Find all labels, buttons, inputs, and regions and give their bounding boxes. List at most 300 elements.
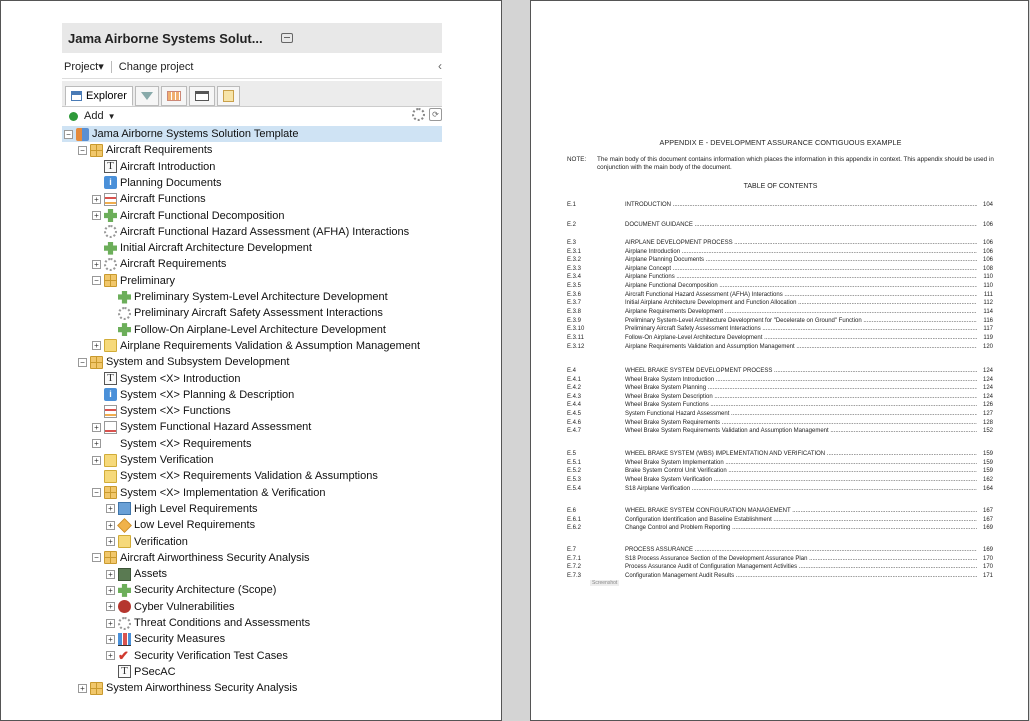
toc-number: E.3.8 — [567, 309, 582, 315]
tab-reviews[interactable] — [217, 86, 240, 106]
toc-title: WHEEL BRAKE SYSTEM (WBS) IMPLEMENTATION AND VERIFICATION ..... — [625, 450, 977, 458]
puzzle-icon — [104, 242, 117, 255]
tree-item-label: Preliminary System-Level Architecture Development — [134, 291, 388, 303]
asset-icon — [118, 568, 131, 581]
toc-page: 159 — [982, 451, 993, 457]
collapse-icon[interactable]: − — [92, 553, 101, 562]
toc-number: E.3.9 — [567, 318, 582, 324]
tree-item-label: System <X> Functions — [120, 405, 231, 418]
toc-number: E.5.3 — [567, 477, 582, 483]
check-icon: ✔ — [118, 648, 129, 664]
expand-icon[interactable]: + — [92, 439, 101, 448]
tree-item[interactable] — [62, 419, 311, 435]
toc-page: 120 — [982, 344, 993, 350]
toc-entry — [567, 427, 993, 435]
toc-title: Wheel Brake System Description ..... — [625, 393, 977, 401]
toc-page: 112 — [983, 300, 993, 306]
toc-number: E.5.2 — [567, 468, 582, 474]
tree-item-label: Aircraft Functional Decomposition — [120, 209, 285, 222]
explorer-tab-bar — [62, 81, 442, 107]
expand-icon[interactable]: + — [106, 635, 115, 644]
tree-item-label: Aircraft Functional Hazard Assessment (AFHA) Interactions — [120, 225, 410, 238]
tree-item-label: Assets — [134, 568, 168, 581]
tree-item[interactable] — [62, 305, 383, 321]
toc-number: E.7.1 — [567, 556, 582, 562]
toc-page: 124 — [982, 377, 993, 383]
tree-item-label: Preliminary Aircraft Safety Assessment Interactions — [134, 307, 383, 320]
tree-item[interactable] — [62, 354, 289, 370]
tree-item-label: Aircraft Airworthiness Security Analysis — [120, 551, 310, 564]
toc-entry — [567, 476, 993, 484]
toc-entry — [567, 401, 993, 409]
toc-page: 170 — [982, 556, 993, 562]
toc-number: E.7.3 — [567, 573, 582, 579]
expand-icon[interactable]: + — [92, 211, 101, 220]
toc-number: E.3.4 — [567, 274, 582, 280]
tab-baselines[interactable] — [189, 86, 215, 106]
toc-title: Airplane Requirements Development ..... — [625, 308, 977, 316]
toc-title: Wheel Brake System Requirements Validation and Assumption Management ..... — [625, 427, 977, 435]
folder-icon — [90, 682, 103, 695]
expand-icon[interactable]: + — [78, 684, 87, 693]
gear-icon — [118, 617, 131, 630]
toc-entry — [567, 546, 993, 554]
toc-title: INTRODUCTION ..... — [625, 201, 977, 209]
toc-page: 106 — [982, 257, 993, 263]
blue-folder-icon — [118, 502, 131, 515]
tree-item[interactable] — [62, 403, 231, 419]
tree-item-label: Security Architecture (Scope) — [134, 584, 277, 597]
toc-entry — [567, 410, 993, 418]
folder-icon — [90, 144, 103, 157]
tree-item[interactable] — [62, 371, 240, 387]
toc-page: 170 — [982, 564, 993, 570]
tab-explorer[interactable] — [65, 86, 133, 106]
toc-page: 106 — [982, 222, 993, 228]
tree-item-label: Low Level Requirements — [134, 519, 256, 532]
tree-item-label: Follow-On Airplane-Level Architecture Development — [134, 323, 386, 336]
collapse-panel-icon[interactable]: ‹ — [438, 59, 442, 73]
tree-item[interactable] — [62, 224, 409, 240]
toc-page: 126 — [982, 402, 993, 408]
toc-number: E.4.2 — [567, 385, 582, 391]
toc-title: Wheel Brake System Functions ..... — [625, 401, 977, 409]
expand-icon[interactable]: + — [106, 521, 115, 530]
toc-page: 106 — [982, 249, 993, 255]
tree-item[interactable] — [62, 534, 188, 550]
release-icon — [167, 91, 181, 101]
divider — [111, 61, 112, 73]
tree-item-label: System <X> Requirements Validation & Assumptions — [120, 470, 378, 483]
tree-tools — [412, 108, 442, 121]
folder-icon — [90, 356, 103, 369]
toc-entry — [567, 201, 993, 209]
tree-item-label: System <X> Requirements — [120, 437, 252, 450]
project-title: Jama Airborne Systems Solut... — [68, 30, 263, 46]
toc-entry — [567, 248, 993, 256]
expand-icon[interactable]: + — [106, 651, 115, 660]
toc-page: 167 — [982, 508, 993, 514]
tree-item[interactable] — [62, 615, 310, 631]
toc-title: Change Control and Problem Reporting ..... — [625, 524, 977, 532]
toc-page: 164 — [982, 486, 993, 492]
toc-title: S18 Process Assurance Section of the Development Assurance Plan ..... — [625, 555, 977, 563]
explorer-tree — [62, 126, 442, 706]
toc-page: 111 — [983, 292, 993, 298]
toc-number: E.4.5 — [567, 411, 582, 417]
tab-releases[interactable] — [161, 86, 187, 106]
toc-entry — [567, 459, 993, 467]
toc-number: E.4.1 — [567, 377, 582, 383]
collapse-icon[interactable]: − — [92, 276, 101, 285]
refresh-icon[interactable]: ⟳ — [429, 108, 442, 121]
toc-entry — [567, 308, 993, 316]
toc-number: E.2 — [567, 222, 577, 228]
toc-entry — [567, 485, 993, 493]
tree-item[interactable] — [62, 159, 215, 175]
document-page — [530, 0, 1029, 721]
tree-item[interactable] — [62, 142, 212, 158]
tree-item[interactable] — [62, 126, 442, 142]
expand-icon[interactable]: + — [106, 602, 115, 611]
tree-item[interactable] — [62, 566, 167, 582]
tree-item[interactable] — [62, 240, 312, 256]
toc-page: 108 — [982, 266, 993, 272]
tree-item-label: Aircraft Requirements — [106, 144, 213, 157]
tree-item[interactable] — [62, 452, 214, 468]
toc-number: E.4.3 — [567, 394, 582, 400]
puzzle-icon — [118, 291, 131, 304]
tree-item-label: Aircraft Introduction — [120, 160, 216, 173]
collapse-icon[interactable]: − — [78, 358, 87, 367]
tree-item[interactable] — [62, 680, 297, 696]
tree-item-label: Aircraft Requirements — [120, 258, 227, 271]
toc-title: AIRPLANE DEVELOPMENT PROCESS ..... — [625, 239, 977, 247]
expand-icon[interactable]: + — [106, 570, 115, 579]
toc-number: E.4.7 — [567, 428, 582, 434]
clipboard-icon — [223, 90, 234, 102]
toc-page: 104 — [982, 202, 993, 208]
toc-title: Wheel Brake System Planning ..... — [625, 384, 977, 392]
blank-icon — [104, 437, 117, 450]
toc-title: Brake System Control Unit Verification ..... — [625, 467, 977, 475]
toc-title: Preliminary Aircraft Safety Assessment Interactions ..... — [625, 325, 977, 333]
toc-title: Wheel Brake System Introduction ..... — [625, 376, 977, 384]
toc-number: E.3.7 — [567, 300, 582, 306]
tree-item-label: Security Verification Test Cases — [134, 649, 288, 662]
toc-entry — [567, 393, 993, 401]
toc-entry — [567, 450, 993, 458]
expand-icon[interactable]: + — [92, 341, 101, 350]
tree-item[interactable] — [62, 501, 258, 517]
tree-item[interactable] — [62, 550, 310, 566]
add-icon — [69, 112, 78, 121]
tree-item-label: Verification — [134, 535, 188, 548]
details-icon[interactable] — [281, 33, 293, 43]
note-paragraph — [567, 156, 997, 172]
tree-item[interactable] — [62, 208, 284, 224]
tree-item[interactable] — [62, 631, 225, 647]
toc-title: Follow-On Airplane-Level Architecture Development ..... — [625, 334, 977, 342]
tree-item[interactable] — [62, 256, 226, 272]
toc-entry — [567, 317, 993, 325]
toc-page: 106 — [982, 240, 993, 246]
toc-title: Preliminary System-Level Architecture Development for "Decelerate on Ground" Function ..... — [625, 317, 977, 325]
toc-title: WHEEL BRAKE SYSTEM CONFIGURATION MANAGEMENT ..... — [625, 507, 977, 515]
filter-icon — [141, 92, 153, 100]
puzzle-icon — [104, 209, 117, 222]
toc-page: 162 — [982, 477, 993, 483]
note-label: NOTE: — [567, 156, 587, 163]
expand-icon[interactable]: + — [92, 260, 101, 269]
toc-number: E.3 — [567, 240, 577, 246]
tree-item-label: System Functional Hazard Assessment — [120, 421, 312, 434]
project-menu[interactable]: Project▾ — [64, 61, 104, 73]
toc-entry — [567, 507, 993, 515]
expand-icon[interactable]: + — [106, 504, 115, 513]
expand-icon[interactable]: + — [92, 423, 101, 432]
text-icon: T — [118, 665, 131, 678]
tree-item-label: Preliminary — [120, 274, 176, 287]
toc-entry — [567, 467, 993, 475]
yellow-folder-icon — [104, 339, 117, 352]
tree-item[interactable] — [62, 664, 176, 680]
tree-item-label: System <X> Implementation & Verification — [120, 486, 326, 499]
toc-page: 167 — [982, 517, 993, 523]
text-icon: T — [104, 160, 117, 173]
toc-entry — [567, 367, 993, 375]
tree-item[interactable] — [62, 436, 251, 452]
toc-entry — [567, 334, 993, 342]
tab-filters[interactable] — [135, 86, 159, 106]
tree-item-label: Airplane Requirements Validation & Assumption Management — [120, 339, 421, 352]
toc-title: Aircraft Functional Hazard Assessment (AFHA) Interactions ..... — [625, 291, 977, 299]
toc-number: E.3.5 — [567, 283, 582, 289]
toc-entry — [567, 516, 993, 524]
tree-item-label: Planning Documents — [120, 176, 222, 189]
toc-page: 110 — [983, 274, 993, 280]
collapse-icon[interactable]: − — [92, 488, 101, 497]
toc-title: Airplane Requirements Validation and Assumption Management ..... — [625, 343, 977, 351]
tree-item-label: Initial Aircraft Architecture Development — [120, 242, 312, 255]
function-icon — [104, 193, 117, 206]
collapse-icon[interactable]: − — [78, 146, 87, 155]
tree-item[interactable] — [62, 468, 378, 484]
toc-title: Airplane Functional Decomposition ..... — [625, 282, 977, 290]
project-toolbar — [62, 55, 442, 79]
expand-icon[interactable]: + — [106, 586, 115, 595]
toc-entry — [567, 524, 993, 532]
info-icon: i — [104, 388, 117, 401]
document-icon — [104, 421, 117, 434]
tree-item-label: System <X> Introduction — [120, 372, 241, 385]
appendix-title: APPENDIX E - DEVELOPMENT ASSURANCE CONTIGUOUS EXAMPLE — [659, 138, 902, 147]
toc-number: E.3.2 — [567, 257, 582, 263]
toc-title: Initial Airplane Architecture Development and Function Allocation ..... — [625, 299, 977, 307]
screenshot-tag: Screenshot — [592, 580, 618, 586]
tree-item[interactable] — [62, 273, 175, 289]
toc-page: 110 — [983, 283, 993, 289]
toc-title: Wheel Brake System Verification ..... — [625, 476, 977, 484]
toc-page: 117 — [983, 326, 993, 332]
toc-entry — [567, 273, 993, 281]
yellow-folder-icon — [104, 454, 117, 467]
text-icon: T — [104, 372, 117, 385]
gear-icon — [118, 307, 131, 320]
tree-item-label: Threat Conditions and Assessments — [134, 617, 311, 629]
toc-number: E.1 — [567, 202, 577, 208]
yellow-folder-icon — [104, 470, 117, 483]
tree-item-label: Jama Airborne Systems Solution Template — [92, 128, 299, 140]
bar-chart-icon — [118, 633, 131, 646]
collapse-icon[interactable]: − — [64, 130, 73, 139]
tree-item-label: Aircraft Functions — [120, 193, 206, 206]
tree-item[interactable] — [62, 485, 325, 501]
toc-page: 169 — [982, 547, 993, 553]
add-button[interactable]: Add — [84, 110, 104, 122]
toc-title: Wheel Brake System Implementation ..... — [625, 459, 977, 467]
toc-heading: TABLE OF CONTENTS — [743, 183, 818, 190]
explorer-panel — [0, 0, 502, 721]
folder-icon — [104, 551, 117, 564]
expand-icon[interactable]: + — [92, 456, 101, 465]
toc-number: E.7 — [567, 547, 577, 553]
toc-entry — [567, 299, 993, 307]
info-icon: i — [104, 176, 117, 189]
toc-entry — [567, 221, 993, 229]
chevron-down-icon[interactable]: ▼ — [107, 111, 116, 121]
toc-number: E.4.4 — [567, 402, 582, 408]
toc-title: WHEEL BRAKE SYSTEM DEVELOPMENT PROCESS ..... — [625, 367, 977, 375]
toc-number: E.3.11 — [567, 335, 584, 341]
tree-item-label: System and Subsystem Development — [106, 356, 290, 369]
toc-number: E.3.6 — [567, 292, 582, 298]
toc-number: E.4 — [567, 368, 577, 374]
toc-entry — [567, 282, 993, 290]
tree-item[interactable] — [62, 648, 288, 664]
toc-page: 124 — [982, 368, 993, 374]
toc-title: DOCUMENT GUIDANCE ..... — [625, 221, 977, 229]
tree-item[interactable] — [62, 387, 294, 403]
toc-title: Configuration Identification and Baseline Establishment ..... — [625, 516, 977, 524]
puzzle-icon — [118, 584, 131, 597]
toc-entry — [567, 265, 993, 273]
tree-item-label: System Airworthiness Security Analysis — [106, 682, 298, 695]
toc-title: Airplane Functions ..... — [625, 273, 977, 281]
toc-number: E.6.2 — [567, 525, 582, 531]
function-icon — [104, 405, 117, 418]
toc-page: 152 — [982, 428, 993, 434]
project-title-bar — [62, 23, 442, 53]
toc-page: 127 — [982, 411, 993, 417]
toc-title: PROCESS ASSURANCE ..... — [625, 546, 977, 554]
expand-icon[interactable]: + — [92, 195, 101, 204]
tree-item-label: Cyber Vulnerabilities — [134, 600, 235, 613]
toc-entry — [567, 325, 993, 333]
toc-page: 159 — [982, 460, 993, 466]
toc-title: Airplane Introduction ..... — [625, 248, 977, 256]
tree-item-label: Security Measures — [134, 633, 226, 646]
baseline-icon — [195, 91, 209, 101]
toc-number: E.7.2 — [567, 564, 582, 570]
tree-item[interactable] — [62, 191, 206, 207]
toc-number: E.5.4 — [567, 486, 582, 492]
tree-item-label: System Verification — [120, 454, 214, 466]
toc-title: Airplane Concept ..... — [625, 265, 977, 273]
toc-entry — [567, 343, 993, 351]
expand-icon[interactable]: + — [106, 537, 115, 546]
toc-number: E.4.6 — [567, 420, 582, 426]
toc-number: E.3.12 — [567, 344, 585, 350]
tree-item[interactable] — [62, 599, 234, 615]
cube-icon — [117, 518, 132, 533]
toc-page: 116 — [983, 318, 993, 324]
toc-entry — [567, 555, 993, 563]
toc-title: Wheel Brake System Requirements ..... — [625, 419, 977, 427]
folder-icon — [104, 274, 117, 287]
toc-page: 128 — [982, 420, 993, 426]
tree-item[interactable] — [62, 289, 388, 305]
yellow-folder-icon — [118, 535, 131, 548]
gear-icon — [104, 225, 117, 238]
toc-number: E.5 — [567, 451, 577, 457]
toc-page: 169 — [982, 525, 993, 531]
toc-page: 119 — [983, 335, 993, 341]
tab-explorer-label: Explorer — [86, 90, 127, 102]
folder-icon — [104, 486, 117, 499]
toc-entry — [567, 563, 993, 571]
toc-page: 124 — [982, 385, 993, 391]
gear-icon — [104, 258, 117, 271]
tree-item[interactable] — [62, 322, 386, 338]
toc-number: E.6 — [567, 508, 577, 514]
toc-page: 171 — [982, 573, 993, 579]
toc-number: E.3.3 — [567, 266, 582, 272]
tree-item[interactable] — [62, 175, 222, 191]
toc-title: Configuration Management Audit Results ..... — [625, 572, 977, 580]
toc-title: S18 Airplane Verification ..... — [625, 485, 977, 493]
toc-number: E.6.1 — [567, 517, 582, 523]
tree-item-label: System <X> Planning & Description — [120, 388, 295, 401]
root-icon — [76, 128, 89, 141]
tree-item[interactable] — [62, 517, 255, 533]
toc-title: Process Assurance Audit of Configuration Management Activities ..... — [625, 563, 977, 571]
add-toolbar — [62, 107, 442, 125]
toc-entry — [567, 291, 993, 299]
toc-entry — [567, 572, 993, 580]
toc-title: System Functional Hazard Assessment ..... — [625, 410, 977, 418]
explorer-icon — [71, 91, 82, 101]
toc-number: E.3.10 — [567, 326, 585, 332]
toc-entry — [567, 239, 993, 247]
change-project-link[interactable]: Change project — [118, 60, 194, 73]
toc-number: E.5.1 — [567, 460, 582, 466]
expand-icon[interactable]: + — [106, 619, 115, 628]
toc-title: Airplane Planning Documents ..... — [625, 256, 977, 264]
tree-item[interactable] — [62, 582, 276, 598]
toc-entry — [567, 384, 993, 392]
settings-gear-icon[interactable] — [412, 108, 425, 121]
tree-item-label: High Level Requirements — [134, 502, 258, 515]
toc-number: E.3.1 — [567, 249, 582, 255]
note-text: The main body of this document contains information which places the information in this appendix in context. This appendix should be used in conjunction with the main body of the document. — [597, 156, 994, 171]
tree-item[interactable] — [62, 338, 420, 354]
toc-page: 159 — [982, 468, 993, 474]
toc-page: 114 — [983, 309, 993, 315]
toc-page: 124 — [982, 394, 993, 400]
puzzle-icon — [118, 323, 131, 336]
bug-icon — [118, 600, 131, 613]
